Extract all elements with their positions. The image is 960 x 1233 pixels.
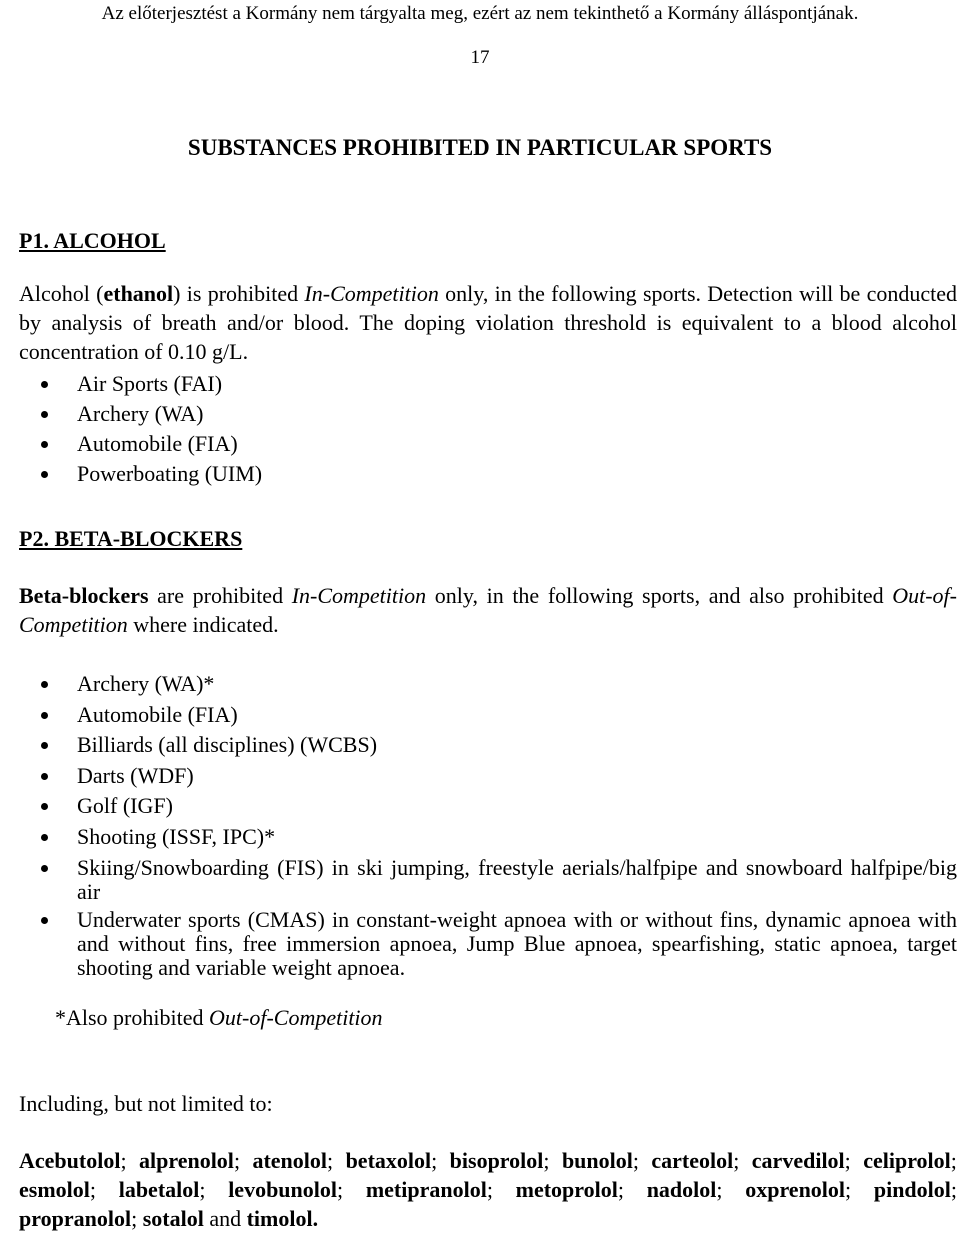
drug-name: nadolol	[646, 1177, 717, 1202]
drug-name: labetalol	[118, 1177, 200, 1202]
beta-blockers-intro-out-of-competition: Out-of-Competition	[19, 583, 957, 637]
beta-blockers-intro-paragraph	[19, 581, 957, 639]
drug-name: carteolol	[651, 1148, 734, 1173]
list-item: Archery (WA)	[19, 399, 957, 429]
beta-blockers-intro-text-c: where indicated.	[127, 612, 279, 637]
header-notice: Az előterjesztést a Kormány nem tárgyalta meg, ezért az nem tekinthető a Kormány álláspontjának.	[101, 3, 859, 24]
bullet-icon	[41, 411, 48, 418]
section-heading-beta-blockers: P2. BETA-BLOCKERS	[19, 526, 243, 551]
drug-name: celiprolol	[863, 1148, 951, 1173]
bullet-icon	[41, 712, 48, 719]
bullet-icon	[41, 834, 48, 841]
drug-name: timolol.	[246, 1206, 319, 1231]
drug-name: pindolol	[873, 1177, 951, 1202]
bullet-icon	[41, 441, 48, 448]
drug-name: metoprolol	[515, 1177, 618, 1202]
list-item: Darts (WDF)	[19, 761, 957, 792]
bullet-icon	[41, 803, 48, 810]
footnote-out-of-competition: Out-of-Competition	[209, 1005, 383, 1030]
bullet-icon	[41, 742, 48, 749]
bullet-icon	[41, 681, 48, 688]
footnote-text: *Also prohibited	[55, 1005, 209, 1030]
alcohol-intro-text-c: only, in the following sports. Detection will be conducted by analysis of breath and/or blood. The doping violation threshold is equivalent to a blood alcohol concentration of 0.10 g/L.	[19, 281, 958, 364]
bullet-icon	[41, 865, 48, 872]
drug-name: betaxolol	[345, 1148, 432, 1173]
list-item: Automobile (FIA)	[19, 700, 957, 731]
alcohol-intro-ethanol: ethanol	[103, 281, 174, 306]
footnote	[55, 1005, 383, 1031]
alcohol-intro-in-competition: In-Competition	[304, 281, 439, 306]
beta-blockers-intro-text-b: only, in the following sports, and also prohibited	[426, 583, 893, 608]
beta-blockers-intro-bold: Beta-blockers	[19, 583, 149, 608]
list-item: Skiing/Snowboarding (FIS) in ski jumping, freestyle aerials/halfpipe and snowboard halfpipe/big air	[19, 856, 957, 904]
list-item: Powerboating (UIM)	[19, 459, 957, 489]
drug-name: sotalol	[142, 1206, 204, 1231]
list-item: Golf (IGF)	[19, 791, 957, 822]
list-item: Underwater sports (CMAS) in constant-weight apnoea with or without fins, dynamic apnoea with and without fins, free immersion apnoea, Jump Blue apnoea, spearfishing, static apnoea, target shooting and variable weight apnoea.	[19, 908, 957, 980]
page-title: SUBSTANCES PROHIBITED IN PARTICULAR SPORTS	[187, 135, 773, 160]
beta-blocker-drug-list: Acebutolol; alprenolol; atenolol; betaxolol; bisoprolol; bunolol; carteolol; carvedilol; celiprolol; esmolol; labetalol; levobunolol; metipranolol; metoprolol; nadolol; oxprenolol; pindolol; propranolol; sotalol and timolol.	[19, 1148, 958, 1231]
bullet-icon	[41, 773, 48, 780]
drug-name: levobunolol	[228, 1177, 337, 1202]
drug-list-conjunction: and	[209, 1206, 242, 1231]
alcohol-intro-text-a: Alcohol (	[19, 281, 104, 306]
list-item: Shooting (ISSF, IPC)*	[19, 822, 957, 853]
drug-name: Acebutolol	[19, 1148, 121, 1173]
alcohol-intro-text-b: ) is prohibited	[173, 281, 305, 306]
bullet-icon	[41, 381, 48, 388]
drug-name: oxprenolol	[745, 1177, 846, 1202]
list-item: Air Sports (FAI)	[19, 369, 957, 399]
drug-name: propranolol	[19, 1206, 132, 1231]
bullet-icon	[41, 471, 48, 478]
alcohol-intro-paragraph	[19, 279, 957, 366]
drug-name: atenolol	[252, 1148, 328, 1173]
list-item: Archery (WA)*	[19, 669, 957, 700]
drug-name: bisoprolol	[449, 1148, 544, 1173]
drug-name: bunolol	[561, 1148, 633, 1173]
list-item: Billiards (all disciplines) (WCBS)	[19, 730, 957, 761]
bullet-icon	[41, 917, 48, 924]
beta-blockers-intro-text-a: are prohibited	[148, 583, 292, 608]
list-item: Automobile (FIA)	[19, 429, 957, 459]
drug-name: carvedilol	[751, 1148, 845, 1173]
beta-blockers-intro-in-competition: In-Competition	[291, 583, 427, 608]
drug-name: alprenolol	[138, 1148, 234, 1173]
including-label: Including, but not limited to:	[19, 1091, 273, 1116]
beta-blockers-sports-list	[19, 669, 957, 980]
drug-name: metipranolol	[365, 1177, 487, 1202]
drug-name: esmolol	[19, 1177, 90, 1202]
section-heading-alcohol: P1. ALCOHOL	[19, 228, 166, 253]
page-number: 17	[470, 47, 490, 68]
alcohol-sports-list	[19, 369, 957, 489]
